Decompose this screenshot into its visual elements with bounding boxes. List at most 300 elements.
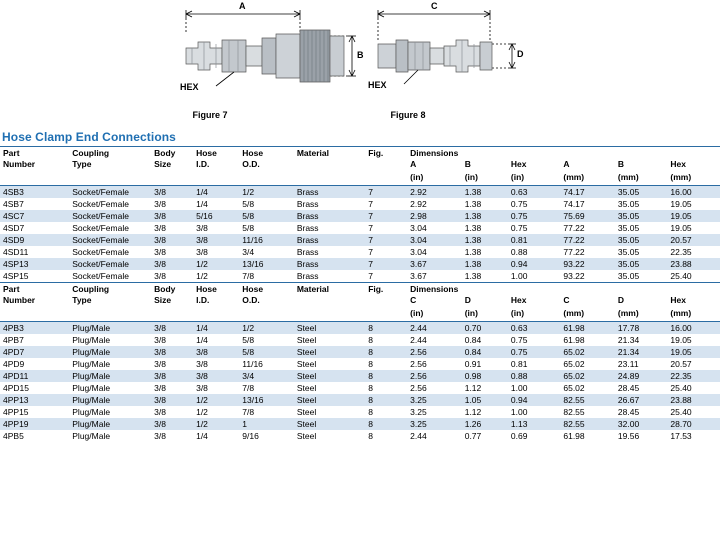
cell-figure: 7: [368, 247, 373, 257]
figure-8-drawing: [0, 0, 720, 122]
table-header-row-2: [0, 159, 720, 172]
cell-dim-a-mm: 61.98: [563, 335, 585, 345]
table-row: [0, 222, 720, 234]
cell-hose-od: 11/16: [242, 359, 263, 369]
cell-hose-od: 5/8: [239, 346, 294, 358]
cell-figure: 8: [365, 370, 407, 382]
cell-dim-a-mm: 77.22: [560, 234, 615, 246]
table-row: [0, 334, 720, 346]
cell-dim-b-in: 1.12: [464, 383, 482, 393]
cell-hose-id: 1/4: [193, 186, 239, 199]
cell-hose-od: 1: [239, 418, 294, 430]
cell-figure: 8: [365, 394, 407, 406]
cell-hose-od: 13/16: [239, 258, 294, 270]
cell-dim-b-mm: 24.89: [615, 370, 667, 382]
th-hose-id-sub: I.D.: [196, 295, 210, 305]
cell-dim-b-in: 0.70: [462, 322, 508, 335]
cell-figure: 7: [368, 223, 373, 233]
table-header-row-1: [0, 147, 720, 160]
cell-figure: 8: [368, 431, 373, 441]
cell-dim-hex-in: 0.69: [510, 431, 528, 441]
th-dim-2: B: [464, 159, 471, 169]
th-coupling-type: Type: [72, 295, 92, 305]
th-dim-1: A: [410, 159, 417, 169]
cell-material: Steel: [296, 359, 317, 369]
cell-coupling-type: Plug/Male: [72, 359, 111, 369]
cell-hose-od: 9/16: [242, 431, 259, 441]
table-row: [0, 358, 720, 370]
th-dim-1: C: [410, 295, 417, 305]
cell-figure: 7: [368, 199, 373, 209]
cell-coupling-type: Socket/Female: [72, 271, 129, 281]
table-row: [0, 186, 720, 199]
cell-figure: 7: [365, 186, 407, 199]
table-header-row-1: [0, 283, 720, 296]
cell-body-size: 3/8: [154, 383, 166, 393]
cell-hose-id: 3/8: [196, 247, 208, 257]
cell-dim-b-mm: 21.34: [617, 335, 640, 345]
table-row: [0, 394, 720, 406]
cell-dim-hex-mm: 25.40: [670, 407, 692, 417]
units-in-3: (in): [508, 172, 560, 186]
cell-dim-a-mm: 82.55: [560, 394, 615, 406]
cell-dim-b-mm: 23.11: [617, 359, 639, 369]
cell-hose-id: 1/2: [193, 418, 239, 430]
figure-8-caption: Figure 8: [390, 110, 426, 120]
cell-dim-a-mm: 65.02: [563, 359, 585, 369]
cell-figure: 7: [368, 271, 373, 281]
cell-dim-b-mm: 21.34: [615, 346, 667, 358]
cell-dim-hex-in: 0.88: [508, 370, 560, 382]
cell-dim-a-in: 2.56: [407, 346, 462, 358]
table-row: [0, 370, 720, 382]
cell-hose-id: 1/4: [193, 322, 239, 335]
cell-dim-hex-in: 0.75: [508, 346, 560, 358]
units-in-1: (in): [407, 172, 462, 186]
cell-dim-b-in: 1.38: [462, 186, 508, 199]
cell-dim-a-in: 2.56: [407, 370, 462, 382]
cell-dim-hex-in: 0.88: [510, 247, 528, 257]
cell-figure: 8: [365, 418, 407, 430]
cell-material: Steel: [294, 418, 365, 430]
cell-material: Brass: [296, 223, 319, 233]
cell-part-number: 4SB3: [0, 186, 69, 199]
table-row: [0, 418, 720, 430]
cell-material: Steel: [294, 370, 365, 382]
cell-material: Steel: [294, 322, 365, 335]
th-fig: Fig.: [365, 147, 407, 160]
cell-part-number: 4PD9: [3, 359, 25, 369]
cell-dim-hex-mm: 19.05: [670, 335, 692, 345]
cell-figure: 8: [368, 359, 373, 369]
cell-body-size: 3/8: [154, 359, 166, 369]
cell-figure: 8: [368, 335, 373, 345]
cell-dim-b-mm: 35.05: [617, 247, 640, 257]
cell-part-number: 4PB7: [3, 335, 24, 345]
cell-dim-b-mm: 17.78: [615, 322, 667, 335]
cell-dim-a-in: 2.98: [407, 210, 462, 222]
cell-part-number: 4PD11: [0, 370, 69, 382]
cell-part-number: 4SD11: [3, 247, 29, 257]
cell-material: Steel: [294, 346, 365, 358]
cell-part-number: 4SP13: [0, 258, 69, 270]
th-hose-od-sub: O.D.: [242, 295, 260, 305]
cell-dim-a-mm: 82.55: [560, 418, 615, 430]
cell-dim-b-mm: 28.45: [617, 383, 640, 393]
cell-coupling-type: Socket/Female: [69, 210, 151, 222]
th-dim-mhex: Hex: [670, 159, 686, 169]
cell-dim-hex-mm: 17.53: [670, 431, 692, 441]
cell-dim-hex-mm: 22.35: [667, 370, 720, 382]
cell-hose-od: 11/16: [239, 234, 294, 246]
th-body-size: Size: [154, 295, 172, 305]
cell-dim-a-in: 2.56: [410, 383, 427, 393]
cell-coupling-type: Socket/Female: [72, 247, 129, 257]
cell-coupling-type: Socket/Female: [72, 199, 129, 209]
cell-dim-hex-mm: 28.70: [667, 418, 720, 430]
units-in-2: (in): [462, 172, 508, 186]
units-blank-1: [0, 172, 69, 186]
cell-part-number: 4PB3: [0, 322, 69, 335]
cell-dim-b-mm: 35.05: [617, 223, 640, 233]
cell-dim-a-mm: 65.02: [563, 383, 585, 393]
cell-hose-id: 5/16: [193, 210, 239, 222]
figures-panel: [0, 0, 720, 122]
cell-body-size: 3/8: [154, 335, 166, 345]
cell-figure: 7: [365, 234, 407, 246]
cell-dim-hex-mm: 16.00: [667, 186, 720, 199]
cell-dim-hex-in: 0.81: [508, 234, 560, 246]
cell-coupling-type: Plug/Male: [69, 418, 151, 430]
cell-dim-b-in: 0.98: [462, 370, 508, 382]
cell-dim-hex-in: 0.75: [510, 335, 528, 345]
cell-body-size: 3/8: [151, 370, 193, 382]
cell-dim-a-in: 2.92: [410, 199, 427, 209]
th-fig-sub: [365, 159, 407, 172]
th-dim-m1: C: [563, 295, 570, 305]
cell-hose-id: 1/4: [196, 431, 208, 441]
cell-dim-a-in: 3.67: [410, 271, 427, 281]
cell-dim-hex-mm: 20.57: [670, 359, 692, 369]
cell-dim-hex-mm: 25.40: [670, 383, 692, 393]
units-blank-1: [0, 308, 69, 322]
fig7-hex-label: HEX: [180, 82, 199, 92]
cell-dim-hex-mm: 19.05: [667, 346, 720, 358]
units-blank-2: [69, 308, 151, 322]
table-row: [0, 258, 720, 270]
table-header-row-2: [0, 295, 720, 308]
cell-body-size: 3/8: [151, 418, 193, 430]
cell-hose-id: 1/4: [196, 335, 208, 345]
cell-dim-a-mm: 65.02: [560, 346, 615, 358]
cell-part-number: 4SP15: [3, 271, 29, 281]
cell-figure: 8: [368, 383, 373, 393]
cell-hose-od: 7/8: [242, 271, 255, 281]
th-part-number: Number: [3, 295, 36, 305]
cell-hose-id: 1/2: [193, 394, 239, 406]
cell-dim-b-mm: 35.05: [615, 210, 667, 222]
units-mm-2: (mm): [615, 308, 667, 322]
cell-dim-hex-mm: 23.88: [667, 258, 720, 270]
cell-hose-od: 13/16: [239, 394, 294, 406]
cell-coupling-type: Socket/Female: [72, 223, 129, 233]
cell-dim-hex-in: 1.00: [510, 383, 528, 393]
cell-part-number: 4SC7: [0, 210, 69, 222]
cell-hose-id: 1/2: [196, 271, 208, 281]
cell-coupling-type: Plug/Male: [72, 335, 111, 345]
th-material-sub: [294, 159, 365, 172]
cell-body-size: 3/8: [151, 394, 193, 406]
cell-dim-hex-in: 1.00: [510, 271, 528, 281]
cell-dim-hex-in: 0.63: [508, 322, 560, 335]
table-row: [0, 210, 720, 222]
cell-dim-a-in: 3.25: [407, 394, 462, 406]
units-blank-5: [239, 308, 294, 322]
cell-body-size: 3/8: [151, 210, 193, 222]
cell-dim-a-mm: 75.69: [560, 210, 615, 222]
th-material-sub: [294, 295, 365, 308]
cell-material: Brass: [296, 247, 319, 257]
cell-dim-hex-in: 0.75: [508, 210, 560, 222]
units-blank-4: [193, 172, 239, 186]
cell-dim-a-mm: 77.22: [563, 247, 585, 257]
cell-dim-b-in: 1.38: [464, 223, 482, 233]
units-mm-3: (mm): [667, 172, 720, 186]
cell-dim-b-in: 0.84: [464, 335, 482, 345]
cell-dim-b-mm: 35.05: [615, 186, 667, 199]
cell-dim-hex-in: 0.63: [508, 186, 560, 199]
cell-part-number: 4SD7: [3, 223, 25, 233]
th-dimensions: Dimensions: [407, 283, 720, 296]
cell-part-number: 4PP19: [0, 418, 69, 430]
th-hose-id-sub: I.D.: [196, 159, 210, 169]
cell-dim-hex-in: 0.81: [510, 359, 528, 369]
cell-dim-b-mm: 35.05: [615, 258, 667, 270]
cell-figure: 7: [365, 258, 407, 270]
cell-dim-hex-in: 1.13: [508, 418, 560, 430]
th-dim-hex: Hex: [510, 295, 527, 305]
units-mm-2: (mm): [615, 172, 667, 186]
cell-dim-a-mm: 82.55: [563, 407, 585, 417]
table-row: [0, 198, 720, 210]
cell-dim-a-in: 3.25: [407, 418, 462, 430]
cell-dim-b-in: 1.38: [464, 247, 482, 257]
cell-dim-b-mm: 35.05: [615, 234, 667, 246]
cell-body-size: 3/8: [154, 407, 166, 417]
units-in-2: (in): [462, 308, 508, 322]
cell-body-size: 3/8: [154, 271, 166, 281]
cell-dim-b-mm: 32.00: [615, 418, 667, 430]
cell-dim-a-in: 2.56: [410, 359, 427, 369]
cell-dim-a-in: 2.92: [407, 186, 462, 199]
cell-dim-b-mm: 19.56: [617, 431, 640, 441]
cell-dim-a-in: 2.44: [407, 322, 462, 335]
cell-hose-od: 5/8: [242, 199, 255, 209]
cell-dim-a-mm: 74.17: [560, 186, 615, 199]
cell-material: Steel: [296, 335, 317, 345]
cell-dim-b-mm: 26.67: [615, 394, 667, 406]
cell-hose-od: 1/2: [239, 322, 294, 335]
cell-hose-id: 1/2: [193, 258, 239, 270]
table-units-row: [0, 308, 720, 322]
cell-coupling-type: Socket/Female: [69, 258, 151, 270]
figure-7-caption: Figure 7: [192, 110, 228, 120]
cell-material: Brass: [296, 199, 319, 209]
cell-part-number: 4PB5: [3, 431, 24, 441]
cell-body-size: 3/8: [151, 186, 193, 199]
cell-material: Brass: [294, 258, 365, 270]
units-blank-3: [151, 308, 193, 322]
cell-dim-hex-mm: 19.05: [670, 199, 692, 209]
cell-part-number: 4PP13: [0, 394, 69, 406]
cell-coupling-type: Plug/Male: [72, 431, 111, 441]
cell-hose-id: 1/4: [196, 199, 208, 209]
cell-figure: 8: [368, 407, 373, 417]
cell-dim-b-mm: 28.45: [617, 407, 640, 417]
table-units-row: [0, 172, 720, 186]
fig7-dim-b-label: B: [357, 50, 364, 60]
th-dim-m1: A: [563, 159, 570, 169]
units-blank-5: [239, 172, 294, 186]
cell-hose-od: 5/8: [242, 223, 255, 233]
cell-dim-a-mm: 61.98: [560, 322, 615, 335]
cell-material: Brass: [294, 210, 365, 222]
th-material: Material: [294, 147, 365, 160]
cell-dim-b-mm: 35.05: [617, 199, 640, 209]
table-row: [0, 430, 720, 442]
table-row: [0, 322, 720, 335]
cell-dim-hex-mm: 16.00: [667, 322, 720, 335]
cell-dim-hex-in: 1.00: [510, 407, 528, 417]
cell-dim-hex-in: 0.94: [508, 394, 560, 406]
units-blank-6: [294, 172, 365, 186]
cell-material: Steel: [296, 431, 317, 441]
th-hose-id: Hose: [193, 147, 239, 160]
cell-part-number: 4SB7: [3, 199, 24, 209]
cell-body-size: 3/8: [151, 258, 193, 270]
cell-part-number: 4PP15: [3, 407, 29, 417]
cell-dim-a-mm: 93.22: [563, 271, 585, 281]
cell-dim-b-in: 1.38: [464, 271, 482, 281]
cell-coupling-type: Plug/Male: [69, 394, 151, 406]
units-mm-3: (mm): [667, 308, 720, 322]
cell-body-size: 3/8: [151, 234, 193, 246]
cell-material: Steel: [294, 394, 365, 406]
th-dim-hex: Hex: [510, 159, 527, 169]
th-fig-sub: [365, 295, 407, 308]
cell-body-size: 3/8: [151, 346, 193, 358]
units-mm-1: (mm): [560, 308, 615, 322]
cell-figure: 7: [365, 210, 407, 222]
th-fig: Fig.: [365, 283, 407, 296]
th-dimensions: Dimensions: [407, 147, 720, 160]
cell-dim-a-in: 3.04: [410, 223, 427, 233]
cell-hose-od: 1/2: [239, 186, 294, 199]
th-body: Body: [151, 283, 193, 296]
cell-figure: 8: [365, 346, 407, 358]
cell-material: Brass: [294, 186, 365, 199]
cell-coupling-type: Plug/Male: [69, 346, 151, 358]
cell-hose-id: 3/8: [193, 234, 239, 246]
cell-hose-od: 7/8: [242, 383, 255, 393]
table-row: [0, 246, 720, 258]
cell-material: Steel: [296, 407, 317, 417]
th-coupling-type: Type: [72, 159, 92, 169]
cell-dim-hex-in: 0.94: [508, 258, 560, 270]
cell-coupling-type: Plug/Male: [72, 383, 111, 393]
th-dim-2: D: [464, 295, 471, 305]
fig8-dim-d-label: D: [517, 49, 524, 59]
units-in-3: (in): [508, 308, 560, 322]
cell-dim-hex-in: 0.75: [510, 223, 528, 233]
cell-dim-a-mm: 61.98: [563, 431, 585, 441]
table-row: [0, 234, 720, 246]
th-dim-m2: D: [617, 295, 625, 305]
cell-dim-hex-mm: 19.05: [667, 210, 720, 222]
cell-dim-b-in: 0.77: [464, 431, 482, 441]
cell-hose-id: 3/8: [196, 223, 208, 233]
units-blank-3: [151, 172, 193, 186]
cell-coupling-type: Socket/Female: [69, 186, 151, 199]
table-row: [0, 346, 720, 358]
th-part: Part: [0, 283, 69, 296]
cell-dim-a-in: 3.04: [407, 234, 462, 246]
cell-dim-a-mm: 77.22: [563, 223, 585, 233]
units-blank-7: [365, 308, 407, 322]
th-material: Material: [294, 283, 365, 296]
units-in-1: (in): [407, 308, 462, 322]
cell-dim-a-in: 3.67: [407, 258, 462, 270]
cell-dim-a-mm: 93.22: [560, 258, 615, 270]
cell-material: Steel: [296, 383, 317, 393]
cell-dim-a-in: 3.04: [410, 247, 427, 257]
cell-hose-id: 1/2: [196, 407, 208, 417]
cell-hose-od: 3/4: [242, 247, 255, 257]
cell-part-number: 4SD9: [0, 234, 69, 246]
cell-dim-b-in: 1.12: [464, 407, 482, 417]
units-mm-1: (mm): [560, 172, 615, 186]
cell-dim-b-in: 1.38: [462, 210, 508, 222]
th-hose-od: Hose: [239, 283, 294, 296]
fig7-dim-a-label: A: [239, 1, 246, 11]
cell-coupling-type: Socket/Female: [69, 234, 151, 246]
fig8-hex-label: HEX: [368, 80, 387, 90]
cell-dim-hex-mm: 19.05: [670, 223, 692, 233]
cell-dim-a-in: 3.25: [410, 407, 427, 417]
cell-dim-a-mm: 65.02: [560, 370, 615, 382]
fig8-dim-c-label: C: [431, 1, 438, 11]
th-part-number: Number: [3, 159, 36, 169]
th-hose-id: Hose: [193, 283, 239, 296]
cell-dim-b-mm: 35.05: [617, 271, 640, 281]
cell-hose-od: 5/8: [239, 210, 294, 222]
th-body: Body: [151, 147, 193, 160]
cell-hose-id: 3/8: [196, 359, 208, 369]
cell-dim-a-in: 2.44: [410, 335, 427, 345]
cell-dim-a-in: 2.44: [410, 431, 427, 441]
cell-hose-od: 7/8: [242, 407, 255, 417]
cell-material: Brass: [296, 271, 319, 281]
cell-coupling-type: Plug/Male: [69, 322, 151, 335]
table-body: [0, 147, 720, 443]
cell-hose-id: 3/8: [196, 383, 208, 393]
cell-figure: 8: [365, 322, 407, 335]
cell-coupling-type: Plug/Male: [69, 370, 151, 382]
cell-dim-b-in: 1.05: [462, 394, 508, 406]
cell-body-size: 3/8: [151, 322, 193, 335]
cell-material: Brass: [294, 234, 365, 246]
cell-dim-hex-mm: 23.88: [667, 394, 720, 406]
